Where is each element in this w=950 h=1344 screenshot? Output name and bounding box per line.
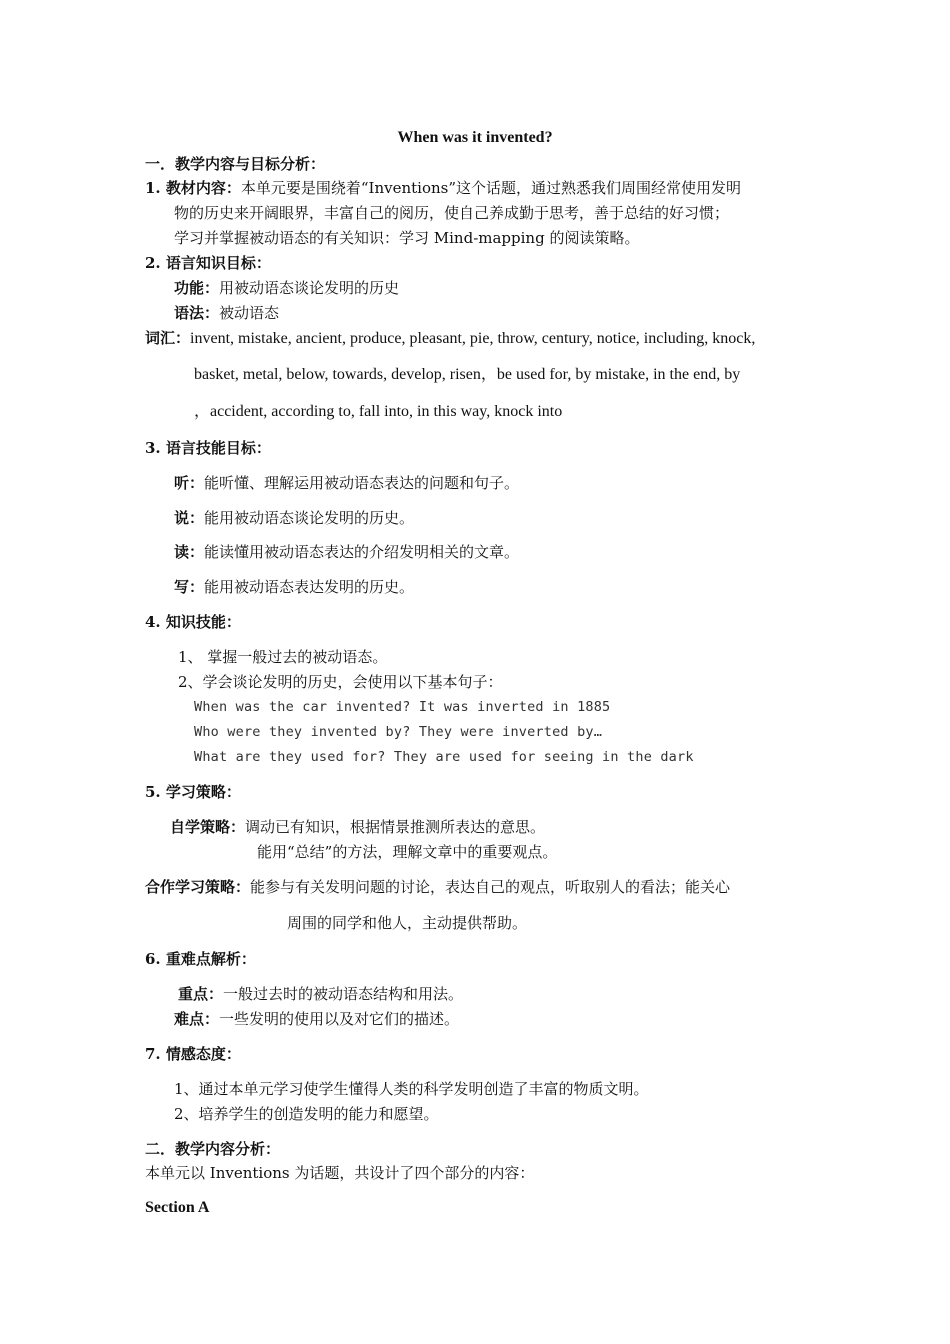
- item-heading: 6. 重难点解析：: [145, 950, 256, 968]
- text: 能用被动语态表达发明的历史。: [204, 578, 415, 596]
- item-label: 词汇：: [145, 329, 191, 347]
- item-heading: 5. 学习策略：: [145, 783, 241, 801]
- item-heading: 7. 情感态度：: [145, 1045, 241, 1063]
- paragraph-line: [178, 984, 463, 1004]
- text: 被动语态: [219, 304, 280, 322]
- vocab-text: invent, mistake, ancient, produce, pleasant, pie, throw, century, notice, including, knock,: [190, 330, 756, 347]
- paragraph-line: 本单元以 Inventions 为话题，共设计了四个部分的内容：: [145, 1164, 535, 1182]
- paragraph-line: [174, 473, 519, 493]
- paragraph-line: [145, 877, 730, 897]
- example-sentence: What are they used for? They are used for seeing in the dark: [194, 749, 694, 765]
- list-item: 1、 掌握一般过去的被动语态。: [178, 648, 388, 666]
- paragraph-line: [174, 278, 399, 298]
- item-heading: 4. 知识技能：: [145, 613, 241, 631]
- paragraph-line: [174, 1009, 459, 1029]
- list-item: 2、学会谈论发明的历史，会使用以下基本句子：: [178, 673, 503, 691]
- vocab-text: basket, metal, below, towards, develop, risen，be used for, by mistake, in the end, by: [194, 366, 741, 383]
- item-label: 重点：: [178, 985, 224, 1003]
- item-label: 1. 教材内容：: [145, 179, 241, 197]
- item-label: 说：: [174, 509, 205, 527]
- paragraph-line: [170, 817, 545, 837]
- text: 本单元要是围绕着“Inventions”这个话题，通过熟悉我们周围经常使用发明: [240, 179, 742, 197]
- item-label: 合作学习策略：: [145, 878, 251, 896]
- text: 能用被动语态谈论发明的历史。: [204, 509, 415, 527]
- text: 调动已有知识，根据情景推测所表达的意思。: [245, 818, 546, 836]
- text: 用被动语态谈论发明的历史: [219, 279, 400, 297]
- item-label: 读：: [174, 543, 205, 561]
- item-heading: 2. 语言知识目标：: [145, 254, 271, 272]
- vocab-text: ，accident, according to, fall into, in this way, knock into: [194, 403, 563, 420]
- paragraph-line: 能用“总结”的方法，理解文章中的重要观点。: [257, 843, 558, 861]
- example-sentence: When was the car invented? It was inverted in 1885: [194, 699, 611, 715]
- section-heading-2: 二．教学内容分析：: [145, 1140, 281, 1158]
- list-item: 2、培养学生的创造发明的能力和愿望。: [174, 1105, 439, 1123]
- paragraph-line: 周围的同学和他人，主动提供帮助。: [287, 914, 528, 932]
- text: 能参与有关发明问题的讨论，表达自己的观点，听取别人的看法；能关心: [250, 878, 731, 896]
- paragraph-line: 物的历史来开阔眼界，丰富自己的阅历，使自己养成勤于思考，善于总结的好习惯；: [174, 204, 730, 222]
- paragraph-line: 学习并掌握被动语态的有关知识：学习 Mind-mapping 的阅读策略。: [174, 229, 640, 247]
- paragraph-line: [174, 303, 279, 323]
- text: 能听懂、理解运用被动语态表达的问题和句子。: [204, 474, 520, 492]
- text: 能读懂用被动语态表达的介绍发明相关的文章。: [204, 543, 520, 561]
- example-sentence: Who were they invented by? They were inverted by…: [194, 724, 603, 740]
- paragraph-line: [174, 577, 414, 597]
- item-label: 语法：: [174, 304, 220, 322]
- paragraph-line: [174, 508, 414, 528]
- paragraph-line: [145, 178, 741, 198]
- item-label: 功能：: [174, 279, 220, 297]
- text: 一些发明的使用以及对它们的描述。: [219, 1010, 460, 1028]
- item-label: 听：: [174, 474, 205, 492]
- item-label: 写：: [174, 578, 205, 596]
- document-title: When was it invented?: [397, 129, 553, 146]
- item-label: 自学策略：: [170, 818, 246, 836]
- item-heading: 3. 语言技能目标：: [145, 439, 271, 457]
- item-label: 难点：: [174, 1010, 220, 1028]
- section-heading-1: 一．教学内容与目标分析：: [145, 155, 326, 173]
- subsection-heading: Section A: [145, 1199, 210, 1216]
- list-item: 1、通过本单元学习使学生懂得人类的科学发明创造了丰富的物质文明。: [174, 1080, 649, 1098]
- text: 一般过去时的被动语态结构和用法。: [223, 985, 464, 1003]
- paragraph-line: [174, 542, 519, 562]
- paragraph-line: [145, 328, 755, 349]
